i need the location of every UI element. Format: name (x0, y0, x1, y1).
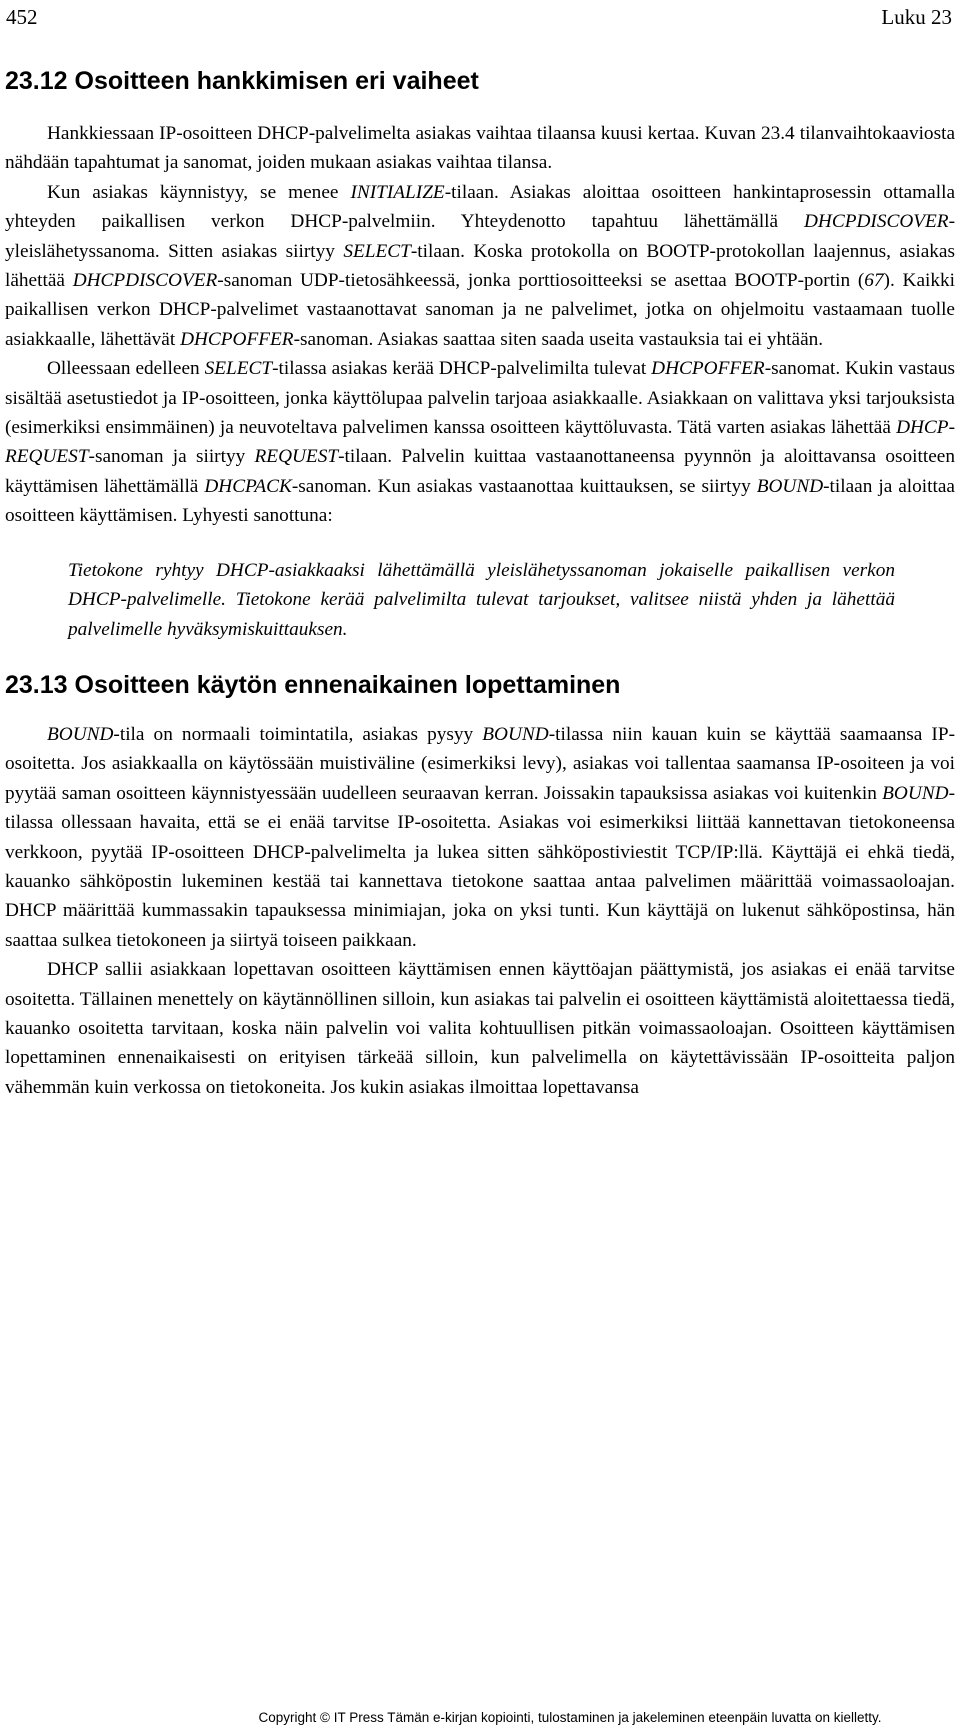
section-heading-23-13: 23.13 Osoitteen käytön ennenaikainen lopettaminen (5, 670, 621, 699)
page-number: 452 (6, 5, 38, 29)
running-header (6, 2, 952, 32)
copyright-footer: Copyright © IT Press Tämän e-kirjan kopiointi, tulostaminen ja jakeleminen eteenpäin luvatta on kielletty. (258, 1710, 882, 1725)
summary-quote: Tietokone ryhtyy DHCP-asiakkaaksi lähettämällä yleislähetyssanoman jokaiselle paikallisen verkon DHCP-palvelimelle. Tietokone kerää palvelimilta tulevat tarjoukset, valitsee niistä yhden ja lähettää palvelimelle hyväksymiskuittauksen. (68, 559, 895, 640)
paragraph: Kun asiakas käynnistyy, se menee INITIALIZE-tilaan. Asiakas aloittaa osoitteen hankintaprosessin ottamalla yhteyden paikallisen verkon DHCP-palvelmiin. Yhteydenotto tapahtuu lähettämällä DHCPDISCOVER-yleislähetyssanoma. Sitten asiakas siirtyy SELECT-tilaan. Koska protokolla on BOOTP-protokollan laajennus, asiakas lähettää DHCPDISCOVER-sanoman UDP-tietosähkeessä, jonka porttiosoitteeksi se asettaa BOOTP-portin (67). Kaikki paikallisen verkon DHCP-palvelimet vastaanottavat sanoman ja ne palvelimet, jotka on ohjelmoitu vastaamaan tuolle asiakkaalle, lähettävät DHCPOFFER-sanoman. Asiakas saattaa siten saada useita vastauksia tai ei yhtään. (5, 181, 956, 350)
paragraph: Olleessaan edelleen SELECT-tilassa asiakas kerää DHCP-palvelimilta tulevat DHCPOFFER-sanomat. Kukin vastaus sisältää asetustiedot ja IP-osoitteen, jonka käyttölupaa palvelin tarjoaa asiakkaalle. Asiakkaan on valittava yksi tarjouksista (esimerkiksi ensimmäinen) ja neuvoteltava palvelimen kanssa osoitteen käyttöluvasta. Tätä varten asiakas lähettää DHCP-REQUEST-sanoman ja siirtyy REQUEST-tilaan. Palvelin kuittaa vastaanottaneensa pyynnön ja aloittavansa osoitteen käyttämisen lähettämällä DHCPACK-sanoman. Kun asiakas vastaanottaa kuittauksen, se siirtyy BOUND-tilaan ja aloittaa osoitteen käyttämisen. Lyhyesti sanottuna: (5, 358, 956, 527)
page-content (5, 64, 955, 1102)
paragraph: DHCP sallii asiakkaan lopettavan osoitteen käyttämisen ennen käyttöajan päättymistä, jos asiakas ei enää tarvitse osoitetta. Tällainen menettely on käytännöllinen silloin, kun asiakas tai palvelin ei osoitteen käyttämistä aloitettaessa tiedä, kauanko osoitetta tarvitaan, koska näin palvelin voi valita kohtuullisen pitkän voimassaoloajan. Osoitteen käyttämisen lopettaminen ennenaikaisesti on erityisen tärkeää silloin, kun palvelimella on käytettävissään IP-osoitteita paljon vähemmän kuin verkossa on tietokoneita. Jos kukin asiakas ilmoittaa lopettavansa (5, 959, 955, 1098)
paragraph: BOUND-tila on normaali toimintatila, asiakas pysyy BOUND-tilassa niin kauan kuin se käyttää saamaansa IP-osoitetta. Jos asiakkaalla on käytössään muistiväline (esimerkiksi levy), asiakas voi tallentaa saamansa IP-osoiteen ja voi pyytää saman osoitteen käynnistyessään uudelleen seuraavan kerran. Joissakin tapauksissa asiakas voi kuitenkin BOUND-tilassa ollessaan havaita, että se ei enää tarvitse IP-osoitetta. Asiakas voi esimerkiksi liittää kannettavan tietokoneensa verkkoon, pyytää IP-osoitteen DHCP-palvelimelta ja lukea sitten sähköpostiviestit TCP/IP:llä. Käyttäjä ei ehkä tiedä, kauanko sähköpostin lukeminen kestää tai kannettava tietokone saattaa antaa palvelimen määrittää voimassaoloajan. DHCP määrittää kummassakin tapauksessa minimiajan, joka on yksi tunti. Kun käyttäjä on lukenut sähköpostinsa, hän saattaa sulkea tietokoneen ja siirtyä toiseen paikkaan. (5, 723, 955, 951)
chapter-label: Luku 23 (881, 5, 952, 29)
paragraph: Hankkiessaan IP-osoitteen DHCP-palvelimelta asiakas vaihtaa tilaansa kuusi kertaa. Kuvan 23.4 tilanvaihtokaaviosta nähdään tapahtumat ja sanomat, joiden mukaan asiakas vaihtaa tilansa. (5, 123, 955, 174)
section-heading-23-12: 23.12 Osoitteen hankkimisen eri vaiheet (5, 67, 479, 95)
